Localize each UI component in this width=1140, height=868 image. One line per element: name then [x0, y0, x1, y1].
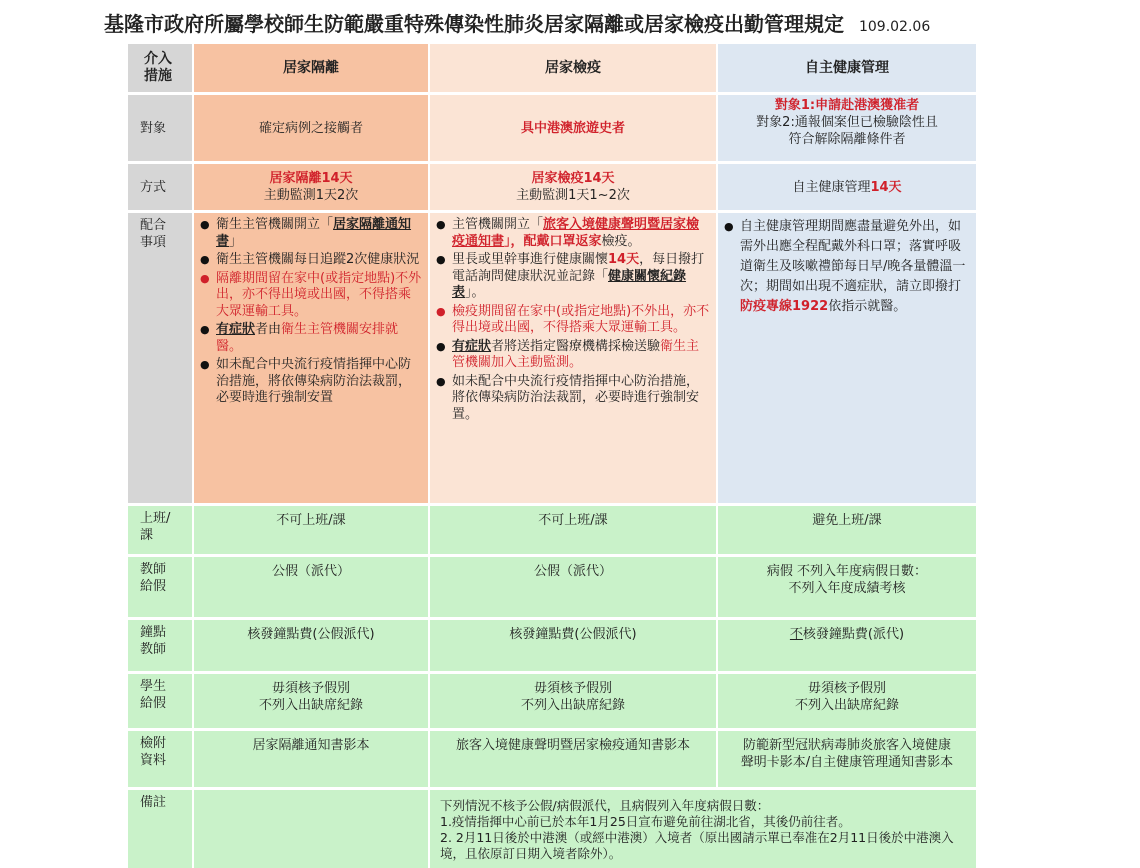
student-leave-col1-line1: 毋須核予假別 [271, 681, 350, 696]
text-part: 自主健康管理期間應盡量避免外出，如需外出應全程配戴外科口罩；落實呼吸道衛生及咳嗽禮節每日早/晚各量體溫一次；期間如出現不適症狀，請立即撥打 [740, 219, 966, 294]
text-part: 里長或里幹事進行健康關懷 [452, 252, 609, 267]
work-col3-text: 避免上班/課 [812, 513, 882, 528]
list-item [436, 304, 710, 337]
student-leave-col2-line1: 毋須核予假別 [533, 681, 612, 696]
text-part: 」。 [465, 285, 485, 300]
text-part: 衛生主管機關每日追蹤2次健康狀況 [216, 252, 420, 267]
hourly-col1-text: 核發鐘點費(公假派代) [247, 627, 375, 642]
method-col3 [718, 164, 976, 210]
method-col2 [430, 164, 716, 210]
row-label-work [128, 506, 192, 554]
target-col2 [430, 95, 716, 161]
attachments-col3-line2: 聲明卡影本/自主健康管理通知書影本 [740, 755, 954, 770]
text-part: 檢疫期間留在家中(或指定地點)不外出，亦不得出境或出國，不得搭乘大眾運輸工具。 [452, 303, 710, 335]
hourly-col3-underlined: 不 [789, 627, 803, 642]
matters-col1 [194, 213, 428, 503]
target-col1 [194, 95, 428, 161]
row-label-teacher-leave [128, 557, 192, 617]
header-home-quarantine [430, 44, 716, 92]
teacher-leave-col1-text: 公假（派代） [271, 564, 350, 579]
student-leave-col3 [718, 674, 976, 728]
row-label-target [128, 95, 192, 161]
remarks-content [430, 790, 976, 868]
remarks-line3: 2. 2月11日後於中港澳（或經中港澳）入境者（原出國請示單已奉准在2月11日後於中港澳入境，且依原訂日期入境者除外）。 [440, 830, 954, 861]
page-title [104, 8, 1104, 38]
text-part: 有症狀 [452, 338, 492, 354]
attachments-col3 [718, 731, 976, 787]
text-part: 依指示就醫。 [828, 299, 907, 314]
method-col3-pre: 自主健康管理 [792, 179, 871, 195]
header-self-health-management [718, 44, 976, 92]
student-leave-col1 [194, 674, 428, 728]
text-part: 檢疫。 [601, 233, 641, 249]
hourly-col1 [194, 620, 428, 671]
work-col1 [194, 506, 428, 554]
text-part: 」，配戴口罩返家 [504, 233, 602, 249]
row-label-attachments-text: 檢附資料 [140, 736, 167, 768]
row-label-matters-text: 配合事項 [140, 218, 167, 250]
target-col2-text: 具中港澳旅遊史者 [520, 120, 625, 136]
teacher-leave-col2-text: 公假（派代） [533, 564, 612, 579]
header-self-health-management-text: 自主健康管理 [805, 59, 889, 76]
work-col2 [430, 506, 716, 554]
text-part: 」 [229, 233, 243, 249]
target-col3-line2: 對象2:通報個案但已檢驗陰性且 [756, 115, 938, 130]
remarks-line1: 下列情況不核予公假/病假派代，且病假列入年度病假日數： [440, 798, 770, 813]
text-part: ，每日撥打電話詢問健康狀況並記錄「 [452, 252, 705, 284]
text-part: 有症狀 [216, 322, 256, 337]
row-label-method-text: 方式 [140, 179, 167, 195]
row-label-remarks-text: 備註 [140, 795, 167, 810]
text-part: 者將送指定醫療機構採檢送驗 [491, 338, 661, 354]
hourly-col2 [430, 620, 716, 671]
title-date: 109.02.06 [858, 19, 931, 35]
hourly-col3-rest: 核發鐘點費(派代) [802, 627, 905, 642]
teacher-leave-col1 [194, 557, 428, 617]
text-part: 旅客入境健康聲明暨居家檢疫通知書 [452, 217, 700, 249]
header-home-quarantine-text: 居家檢疫 [545, 59, 601, 76]
matters-col2-list [436, 217, 710, 423]
method-col3-red: 14天 [870, 179, 902, 195]
list-item [200, 252, 422, 269]
teacher-leave-col3-line2: 不列入年度成績考核 [788, 581, 906, 596]
method-col1-main: 居家隔離14天 [269, 171, 353, 186]
teacher-leave-col3-line1: 病假 不列入年度病假日數： [766, 564, 928, 579]
target-col1-text: 確定病例之接觸者 [258, 120, 363, 136]
text-part: 衛生主管機關安排就醫。 [216, 322, 399, 354]
row-label-attachments [128, 731, 192, 787]
hourly-col2-text: 核發鐘點費(公假派代) [509, 627, 637, 642]
row-label-hourly-teacher-text: 鐘點教師 [140, 625, 167, 657]
target-col3 [718, 95, 976, 161]
hourly-col3 [718, 620, 976, 671]
target-col3-line1: 對象1:申請赴港澳獲准者 [774, 98, 920, 113]
row-label-method [128, 164, 192, 210]
list-item [436, 374, 710, 424]
text-part: 如未配合中央流行疫情指揮中心防治措施，將依傳染病防治法裁罰，必要時進行強制安置 [216, 357, 412, 405]
matters-col3 [718, 213, 976, 503]
header-home-isolation-text: 居家隔離 [283, 59, 339, 76]
attachments-col1-text: 居家隔離通知書影本 [252, 738, 370, 753]
attachments-col3-line1: 防範新型冠狀病毒肺炎旅客入境健康 [742, 738, 951, 753]
header-corner [128, 44, 192, 92]
list-item [436, 252, 710, 302]
row-label-student-leave [128, 674, 192, 728]
text-part: 居家隔離通知書 [216, 217, 412, 249]
list-item [200, 271, 422, 321]
method-col2-sub: 主動監測1天1~2次 [516, 188, 630, 203]
row-label-hourly-teacher [128, 620, 192, 671]
teacher-leave-col3 [718, 557, 976, 617]
text-part: 者由 [255, 322, 282, 337]
row-label-work-text: 上班/課 [140, 511, 171, 543]
row-label-student-leave-text: 學生給假 [140, 679, 167, 711]
student-leave-col1-line2: 不列入出缺席紀錄 [258, 698, 363, 713]
student-leave-col2-line2: 不列入出缺席紀錄 [520, 698, 625, 713]
method-col1-sub: 主動監測1天2次 [263, 188, 359, 203]
row-label-matters [128, 213, 192, 503]
remarks-line2: 1.疫情指揮中心前已於本年1月25日宣布避免前往湖北省，其後仍前往者。 [440, 814, 851, 829]
row-label-teacher-leave-text: 教師給假 [140, 562, 167, 594]
list-item [200, 357, 422, 407]
list-item [436, 217, 710, 250]
attachments-col2-text: 旅客入境健康聲明暨居家檢疫通知書影本 [455, 738, 690, 753]
row-label-target-text: 對象 [140, 120, 167, 136]
student-leave-col3-line1: 毋須核予假別 [807, 681, 886, 696]
list-item [436, 339, 710, 372]
header-home-isolation [194, 44, 428, 92]
text-part: 14天 [608, 252, 640, 267]
title-text: 基隆市政府所屬學校師生防範嚴重特殊傳染性肺炎居家隔離或居家檢疫出勤管理規定 [104, 12, 844, 36]
matters-col1-list [200, 217, 422, 407]
matters-col2 [430, 213, 716, 503]
text-part: 如未配合中央流行疫情指揮中心防治措施，將依傳染病防治法裁罰，必要時進行強制安置。 [452, 373, 700, 422]
teacher-leave-col2 [430, 557, 716, 617]
work-col3 [718, 506, 976, 554]
list-item [200, 322, 422, 355]
list-item [724, 217, 970, 317]
text-part: 防疫專線1922 [740, 299, 829, 314]
text-part: 隔離期間留在家中(或指定地點)不外出，亦不得出境或出國，不得搭乘大眾運輸工具。 [216, 270, 422, 319]
text-part: 衛生主管機關開立「 [216, 217, 334, 232]
text-part: 健康關懷紀錄表 [452, 268, 687, 300]
text-part: 衛生主管機關加入主動監測。 [452, 338, 700, 370]
work-col2-text: 不可上班/課 [538, 513, 608, 528]
student-leave-col2 [430, 674, 716, 728]
text-part: 主管機關開立「 [452, 217, 544, 232]
attachments-col2 [430, 731, 716, 787]
attachments-col1 [194, 731, 428, 787]
target-col3-line3: 符合解除隔離條件者 [788, 132, 906, 147]
header-corner-text: 介入措施 [144, 51, 172, 84]
regulation-table [128, 44, 970, 861]
work-col1-text: 不可上班/課 [276, 513, 346, 528]
method-col2-main: 居家檢疫14天 [531, 171, 615, 186]
row-label-remarks [128, 790, 192, 868]
student-leave-col3-line2: 不列入出缺席紀錄 [794, 698, 899, 713]
list-item [200, 217, 422, 250]
method-col1 [194, 164, 428, 210]
matters-col3-list [724, 217, 970, 317]
remarks-empty-cell [194, 790, 428, 868]
